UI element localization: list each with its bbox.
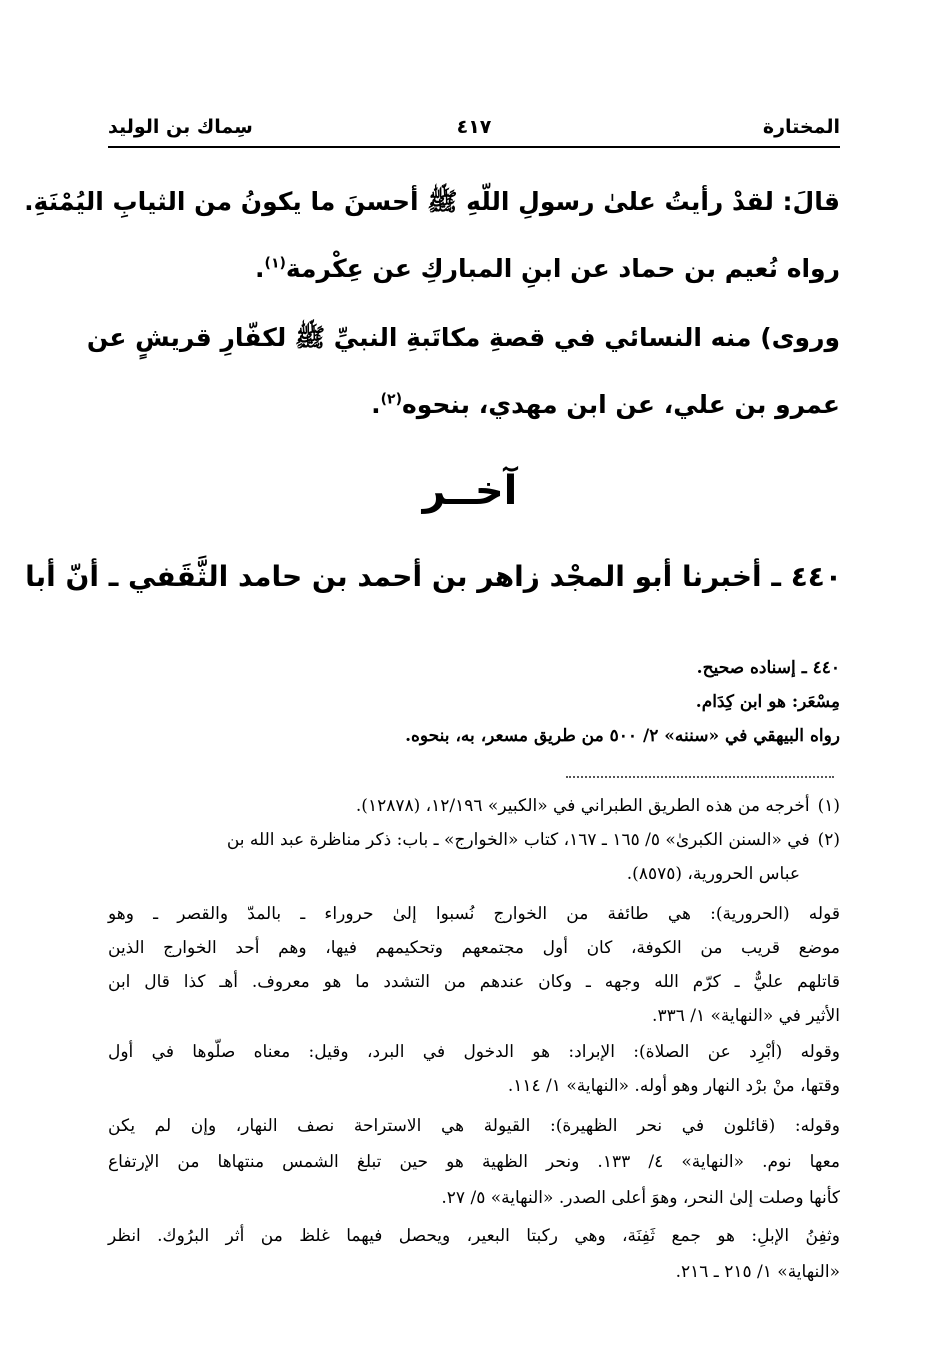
- gloss-line-8: معها نوم. «النهاية» ٤/ ١٣٣. ونحر الظهية هو حين تبلغ الشمس منتهاها من الإرتفاع: [108, 1152, 840, 1172]
- body-line-2: [108, 254, 840, 283]
- footnote-1-text: أخرجه من هذه الطريق الطبراني في «الكبير» ١٢/١٩٦، (١٢٨٧٨).: [355, 796, 810, 816]
- body-line-2-text: رواه نُعيم بن حماد عن ابنِ المباركِ عن عِكْرمة: [285, 254, 840, 283]
- gloss-line-7: وقوله: (قائلون في نحر الظهيرة): القيولة هي الاستراحة نصف النهار، وإن لم يكن: [108, 1116, 840, 1136]
- gloss-line-6: وقتها، منْ برْد النهار وهو أوله. «النهاية» ١/ ١١٤.: [507, 1076, 840, 1096]
- footnote-ref-1[interactable]: (١): [264, 255, 286, 272]
- body-line-2-end: .: [255, 254, 265, 283]
- editor-note-line-3: رواه البيهقي في «سننه» ٢/ ٥٠٠ من طريق مسعر، به، بنحوه.: [405, 726, 840, 746]
- gloss-line-2: موضع قريب من الكوفة، كان أول مجتمعهم وتحكيمهم فيها، وهم أحد الخوارج الذين: [108, 938, 840, 958]
- hadith-440: [25, 560, 842, 593]
- body-line-4-text: عمرو بن علي، عن ابن مهدي، بنحوه: [401, 390, 840, 419]
- page-number: ٤١٧: [456, 116, 492, 138]
- hadith-text: ـ أخبرنا أبو المجْد زاهر بن أحمد بن حامد الثَّقَفي ـ أنّ أبا: [25, 560, 781, 593]
- editor-note-line-1: ٤٤٠ ـ إسناده صحيح.: [696, 658, 840, 678]
- gloss-line-9: كأنها وصلت إلىٰ النحر، وهوَ أعلى الصدر. «النهاية» ٥/ ٢٧.: [441, 1188, 840, 1208]
- footnote-ref-2[interactable]: (٢): [380, 391, 402, 408]
- gloss-line-1: قوله (الحرورية): هي طائفة من الخوارج نُسبوا إلىٰ حروراء ـ بالمدّ والقصر ـ وهو: [108, 904, 840, 924]
- header-rule: [108, 146, 840, 148]
- section-heading: آخــر: [422, 468, 518, 514]
- gloss-line-5: وقوله (أبْرِد عن الصلاة): الإبراد: هو الدخول في البرد، وقيل: معناه صلّوها في أول: [108, 1042, 840, 1062]
- gloss-line-4: الأثير في «النهاية» ١/ ٣٣٦.: [652, 1006, 840, 1026]
- book-title: المختارة: [762, 116, 840, 138]
- editor-note-line-2: مِسْعَر: هو ابن كِدَام.: [695, 692, 840, 712]
- gloss-line-11: «النهاية» ١/ ٢١٥ ـ ٢١٦.: [675, 1262, 840, 1282]
- footnote-2-text-1: في «السنن الكبرىٰ» ٥/ ١٦٥ ـ ١٦٧، كتاب «الخوارج» ـ باب: ذكر مناظرة عبد الله بن: [226, 830, 810, 850]
- footnote-2-number: (٢): [817, 830, 840, 850]
- body-line-1: قالَ: لقدْ رأيتُ علىٰ رسولِ اللّهِ ﷺ أحسنَ ما يكونُ من الثيابِ اليُمْنَةِ.: [24, 187, 840, 216]
- footnote-2-line-2: عباس الحرورية، (٨٥٧٥).: [626, 864, 800, 884]
- hadith-number: ٤٤٠: [790, 560, 842, 593]
- running-header: [108, 110, 840, 144]
- body-line-4-end: .: [371, 390, 381, 419]
- section-title: سِماك بن الوليد: [108, 116, 253, 138]
- footnote-2-line-1: [108, 830, 840, 850]
- footnote-1: [108, 796, 840, 816]
- footnote-1-number: (١): [817, 796, 840, 816]
- footnote-separator: [566, 776, 834, 778]
- body-line-4: [108, 390, 840, 419]
- gloss-line-10: وثفِنُ الإبلِ: هو جمع ثَفِنَة، وهي ركبتا البعير، ويحصل فيهما غلظ من أثر البرُوك. انظر: [108, 1226, 840, 1246]
- gloss-line-3: قاتلهم عليٌّ ـ كرّم الله وجهه ـ وكان عندهم من التشدد ما هو معروف. أهـ كذا قال ابن: [108, 972, 840, 992]
- body-line-3: وروى) منه النسائي في قصةِ مكاتَبةِ النبيِّ ﷺ لكفّارِ قريشٍ عن: [86, 323, 840, 352]
